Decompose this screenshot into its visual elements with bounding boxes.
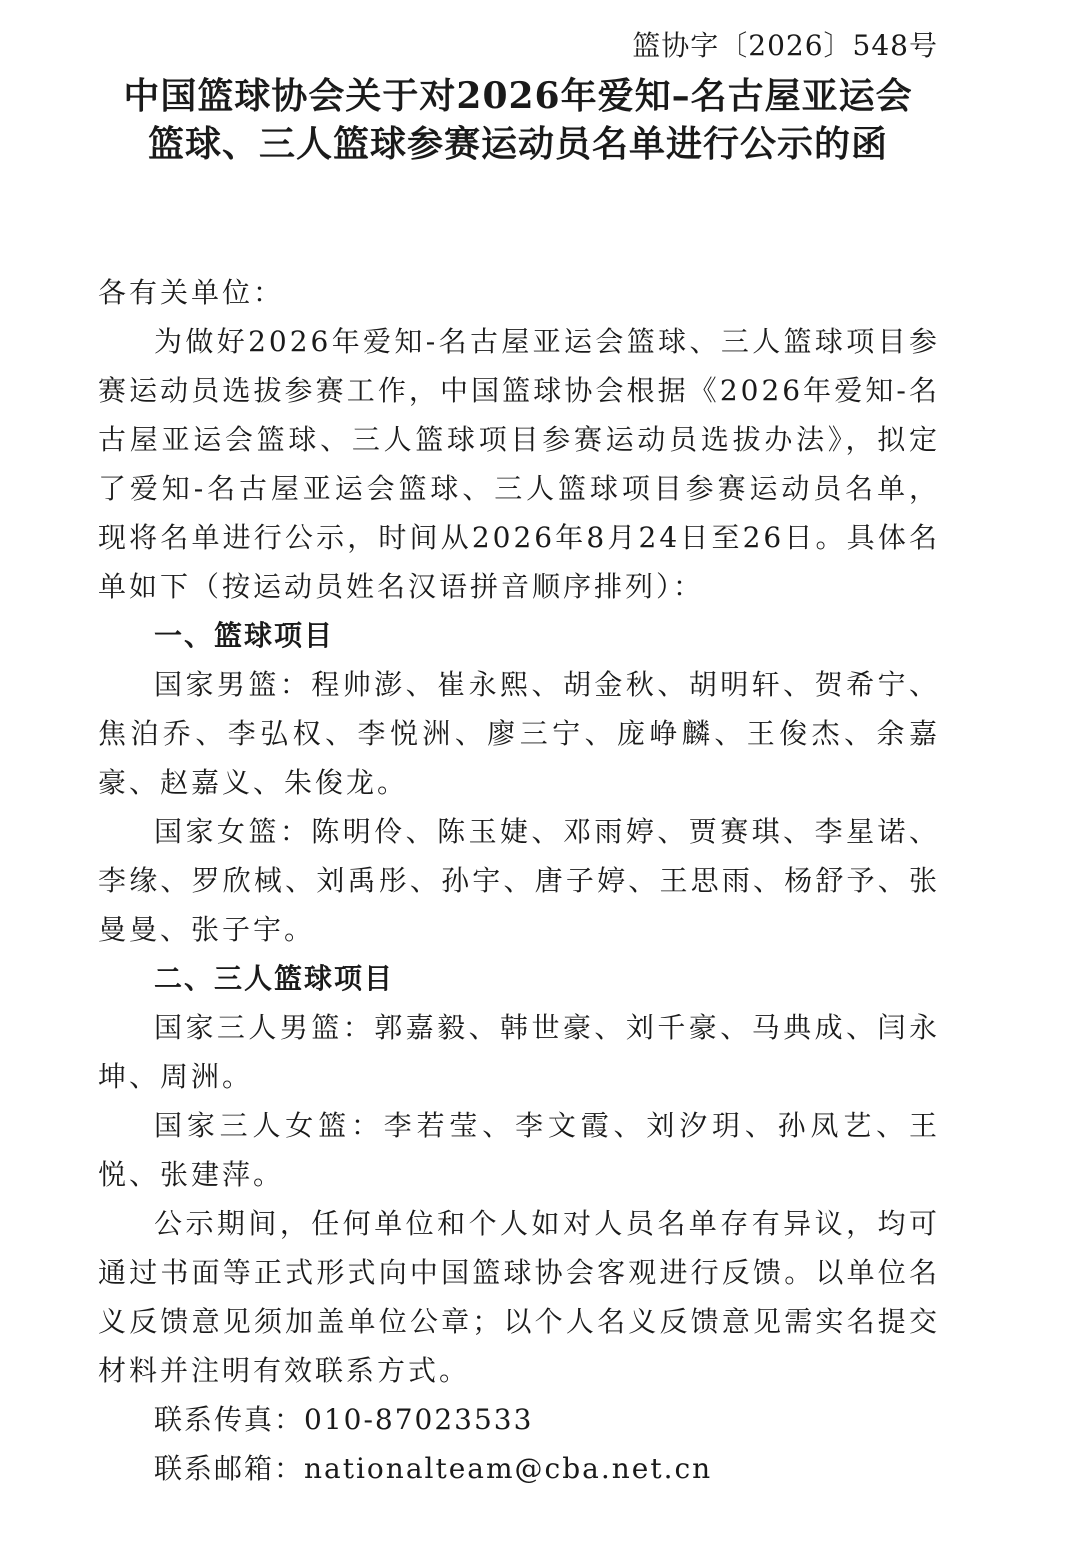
men-3x3-roster: 国家三人男篮：郭嘉毅、韩世豪、刘千豪、马典成、闫永坤、周洲。	[98, 1011, 940, 1093]
contact-email: 联系邮箱：nationalteam@cba.net.cn	[154, 1452, 713, 1485]
section-heading-basketball: 一、篮球项目	[154, 619, 335, 652]
women-3x3-roster: 国家三人女篮：李若莹、李文霞、刘汐玥、孙凤艺、王悦、张建萍。	[98, 1109, 940, 1191]
section-heading-3x3: 二、三人篮球项目	[154, 962, 395, 995]
title-line-2: 篮球、三人篮球参赛运动员名单进行公示的函	[147, 123, 888, 165]
women-team-roster: 国家女篮：陈明伶、陈玉婕、邓雨婷、贾赛琪、李星诺、李缘、罗欣棫、刘禹彤、孙宇、唐子婷、王思雨、杨舒予、张曼曼、张子宇。	[98, 815, 940, 946]
document-number: 篮协字〔2026〕548号	[632, 29, 938, 62]
intro-paragraph: 为做好2026年爱知-名古屋亚运会篮球、三人篮球项目参赛运动员选拔参赛工作，中国篮球协会根据《2026年爱知-名古屋亚运会篮球、三人篮球项目参赛运动员选拔办法》，拟定了爱知-名古屋亚运会篮球、三人篮球项目参赛运动员名单，现将名单进行公示，时间从2026年8月24日至26日。具体名单如下（按运动员姓名汉语拼音顺序排列）：	[98, 325, 940, 603]
salutation: 各有关单位：	[98, 276, 285, 309]
document-title	[0, 72, 1036, 168]
contact-fax: 联系传真：010-87023533	[154, 1403, 534, 1436]
document-body	[98, 268, 940, 1493]
men-team-roster: 国家男篮：程帅澎、崔永熙、胡金秋、胡明轩、贺希宁、焦泊乔、李弘权、李悦洲、廖三宁、庞峥麟、王俊杰、余嘉豪、赵嘉义、朱俊龙。	[98, 668, 940, 799]
title-line-1: 中国篮球协会关于对2026年爱知–名古屋亚运会	[123, 75, 913, 117]
feedback-paragraph: 公示期间，任何单位和个人如对人员名单存有异议，均可通过书面等正式形式向中国篮球协会客观进行反馈。以单位名义反馈意见须加盖单位公章；以个人名义反馈意见需实名提交材料并注明有效联系方式。	[98, 1207, 940, 1387]
